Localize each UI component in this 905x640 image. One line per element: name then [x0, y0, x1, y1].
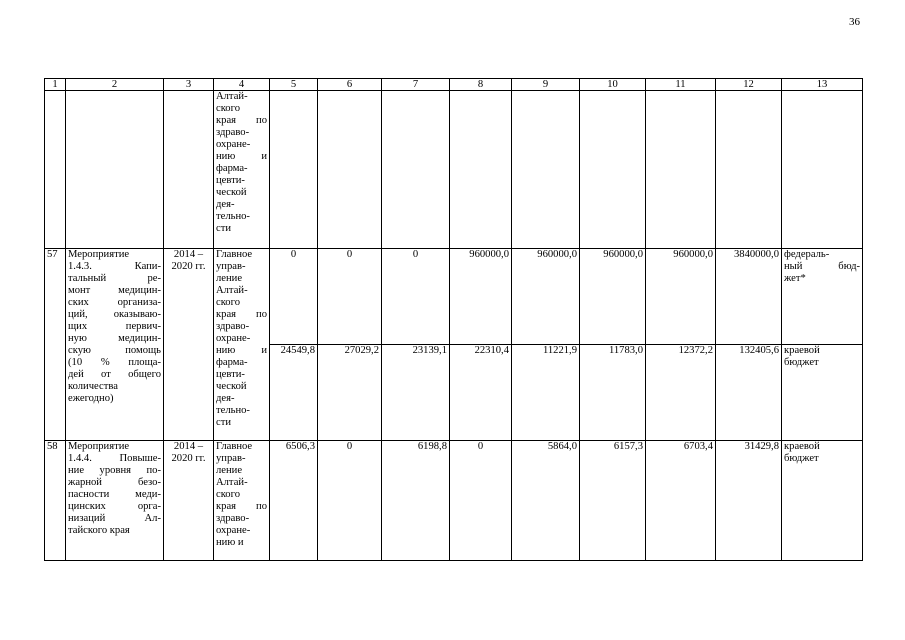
text-line: Мероприятие	[68, 249, 130, 260]
value-cell: 960000,0	[450, 249, 512, 345]
value-cell: 0	[382, 249, 450, 345]
table-row	[45, 441, 863, 561]
text-line: цинских орга-	[68, 501, 161, 512]
value-cell: 0	[450, 441, 512, 561]
text-line: ние уровня по-	[68, 465, 161, 476]
column-number: 7	[382, 79, 450, 91]
value-cell: 0	[318, 249, 382, 345]
text-line: ческой	[216, 187, 247, 198]
text-line: Алтай-	[216, 477, 248, 488]
text-line: здраво-	[216, 127, 250, 138]
text-line: здраво-	[216, 321, 250, 332]
column-number: 3	[164, 79, 214, 91]
text-line: 1.4.3. Капи-	[68, 261, 161, 272]
value-cell: 5864,0	[512, 441, 580, 561]
text-line: управ-	[216, 453, 246, 464]
value-cell: 0	[270, 249, 318, 345]
text-line: низаций Ал-	[68, 513, 161, 524]
text-line: управ-	[216, 261, 246, 272]
text-line: Алтай-	[216, 285, 248, 296]
text-line: жарной безо-	[68, 477, 161, 488]
page-number: 36	[849, 16, 860, 28]
value-cell: 960000,0	[512, 249, 580, 345]
text-line: ческой	[216, 381, 247, 392]
executor-cell	[214, 91, 270, 249]
text-line: края по	[216, 309, 267, 320]
funding-source	[782, 249, 863, 345]
text-line: Главное	[216, 249, 253, 260]
text-line: краевой	[784, 441, 820, 452]
text-line: скую помощь	[68, 345, 161, 356]
text-line: ского	[216, 489, 240, 500]
value-cell: 6703,4	[646, 441, 716, 561]
text-line: бюджет	[784, 453, 819, 464]
text-line: охране-	[216, 525, 251, 536]
text-line: нию и	[216, 151, 267, 162]
value-cell: 22310,4	[450, 345, 512, 441]
text-line: ление	[216, 465, 243, 476]
text-line: нию и	[216, 537, 244, 548]
text-line: цевти-	[216, 175, 245, 186]
text-line: 2020 гг.	[171, 261, 206, 272]
column-number-row	[45, 79, 863, 91]
text-line: ный бюд-	[784, 261, 860, 272]
text-line: дея-	[216, 393, 235, 404]
text-line: 2014 –	[173, 249, 204, 260]
text-line: сти	[216, 417, 232, 428]
text-line: тальный ре-	[68, 273, 161, 284]
text-line: дея-	[216, 199, 235, 210]
column-number: 9	[512, 79, 580, 91]
row-number: 57	[45, 249, 66, 441]
value-cell: 6506,3	[270, 441, 318, 561]
value-cell: 0	[318, 441, 382, 561]
column-number: 4	[214, 79, 270, 91]
column-number: 13	[782, 79, 863, 91]
text-line: монт медицин-	[68, 285, 161, 296]
value-cell: 960000,0	[580, 249, 646, 345]
text-line: (10 % площа-	[68, 357, 161, 368]
text-line: нию и	[216, 345, 267, 356]
text-line: здраво-	[216, 513, 250, 524]
text-line: края по	[216, 115, 267, 126]
text-line: количества	[68, 381, 118, 392]
column-number: 8	[450, 79, 512, 91]
value-cell: 6157,3	[580, 441, 646, 561]
text-line: Главное	[216, 441, 253, 452]
text-line: щих первич-	[68, 321, 161, 332]
period-cell	[164, 249, 214, 441]
text-line: ций, оказываю-	[68, 309, 161, 320]
text-line: бюджет	[784, 357, 819, 368]
text-line: дей от общего	[68, 369, 161, 380]
value-cell: 11783,0	[580, 345, 646, 441]
value-cell: 24549,8	[270, 345, 318, 441]
value-cell: 132405,6	[716, 345, 782, 441]
text-line: федераль-	[784, 249, 830, 260]
continuation-row	[45, 91, 863, 249]
budget-table	[44, 78, 863, 561]
funding-source	[782, 441, 863, 561]
value-cell: 6198,8	[382, 441, 450, 561]
funding-source	[782, 345, 863, 441]
column-number: 11	[646, 79, 716, 91]
column-number: 2	[66, 79, 164, 91]
text-line: ежегодно)	[68, 393, 114, 404]
text-line: 2014 –	[173, 441, 204, 452]
text-line: ление	[216, 273, 243, 284]
value-cell: 960000,0	[646, 249, 716, 345]
activity-name	[66, 249, 164, 441]
value-cell: 3840000,0	[716, 249, 782, 345]
column-number: 12	[716, 79, 782, 91]
text-line: тельно-	[216, 211, 250, 222]
value-cell: 23139,1	[382, 345, 450, 441]
text-line: фарма-	[216, 357, 248, 368]
period-cell	[164, 441, 214, 561]
text-line: пасности меди-	[68, 489, 161, 500]
activity-name	[66, 441, 164, 561]
executor-cell	[214, 249, 270, 441]
text-line: ского	[216, 103, 240, 114]
column-number: 10	[580, 79, 646, 91]
column-number: 1	[45, 79, 66, 91]
value-cell: 27029,2	[318, 345, 382, 441]
text-line: ских организа-	[68, 297, 161, 308]
text-line: цевти-	[216, 369, 245, 380]
text-line: тельно-	[216, 405, 250, 416]
value-cell: 31429,8	[716, 441, 782, 561]
column-number: 6	[318, 79, 382, 91]
column-number: 5	[270, 79, 318, 91]
text-line: краевой	[784, 345, 820, 356]
executor-cell	[214, 441, 270, 561]
text-line: края по	[216, 501, 267, 512]
text-line: жет*	[784, 273, 806, 284]
row-number: 58	[45, 441, 66, 561]
text-line: 2020 гг.	[171, 453, 206, 464]
text-line: сти	[216, 223, 232, 234]
text-line: ского	[216, 297, 240, 308]
text-line: тайского края	[68, 525, 130, 536]
value-cell: 11221,9	[512, 345, 580, 441]
text-line: 1.4.4. Повыше-	[68, 453, 161, 464]
text-line: Мероприятие	[68, 441, 130, 452]
text-line: ную медицин-	[68, 333, 161, 344]
text-line: фарма-	[216, 163, 248, 174]
text-line: охране-	[216, 333, 251, 344]
value-cell: 12372,2	[646, 345, 716, 441]
text-line: Алтай-	[216, 91, 248, 102]
table-row	[45, 249, 863, 345]
text-line: охране-	[216, 139, 251, 150]
